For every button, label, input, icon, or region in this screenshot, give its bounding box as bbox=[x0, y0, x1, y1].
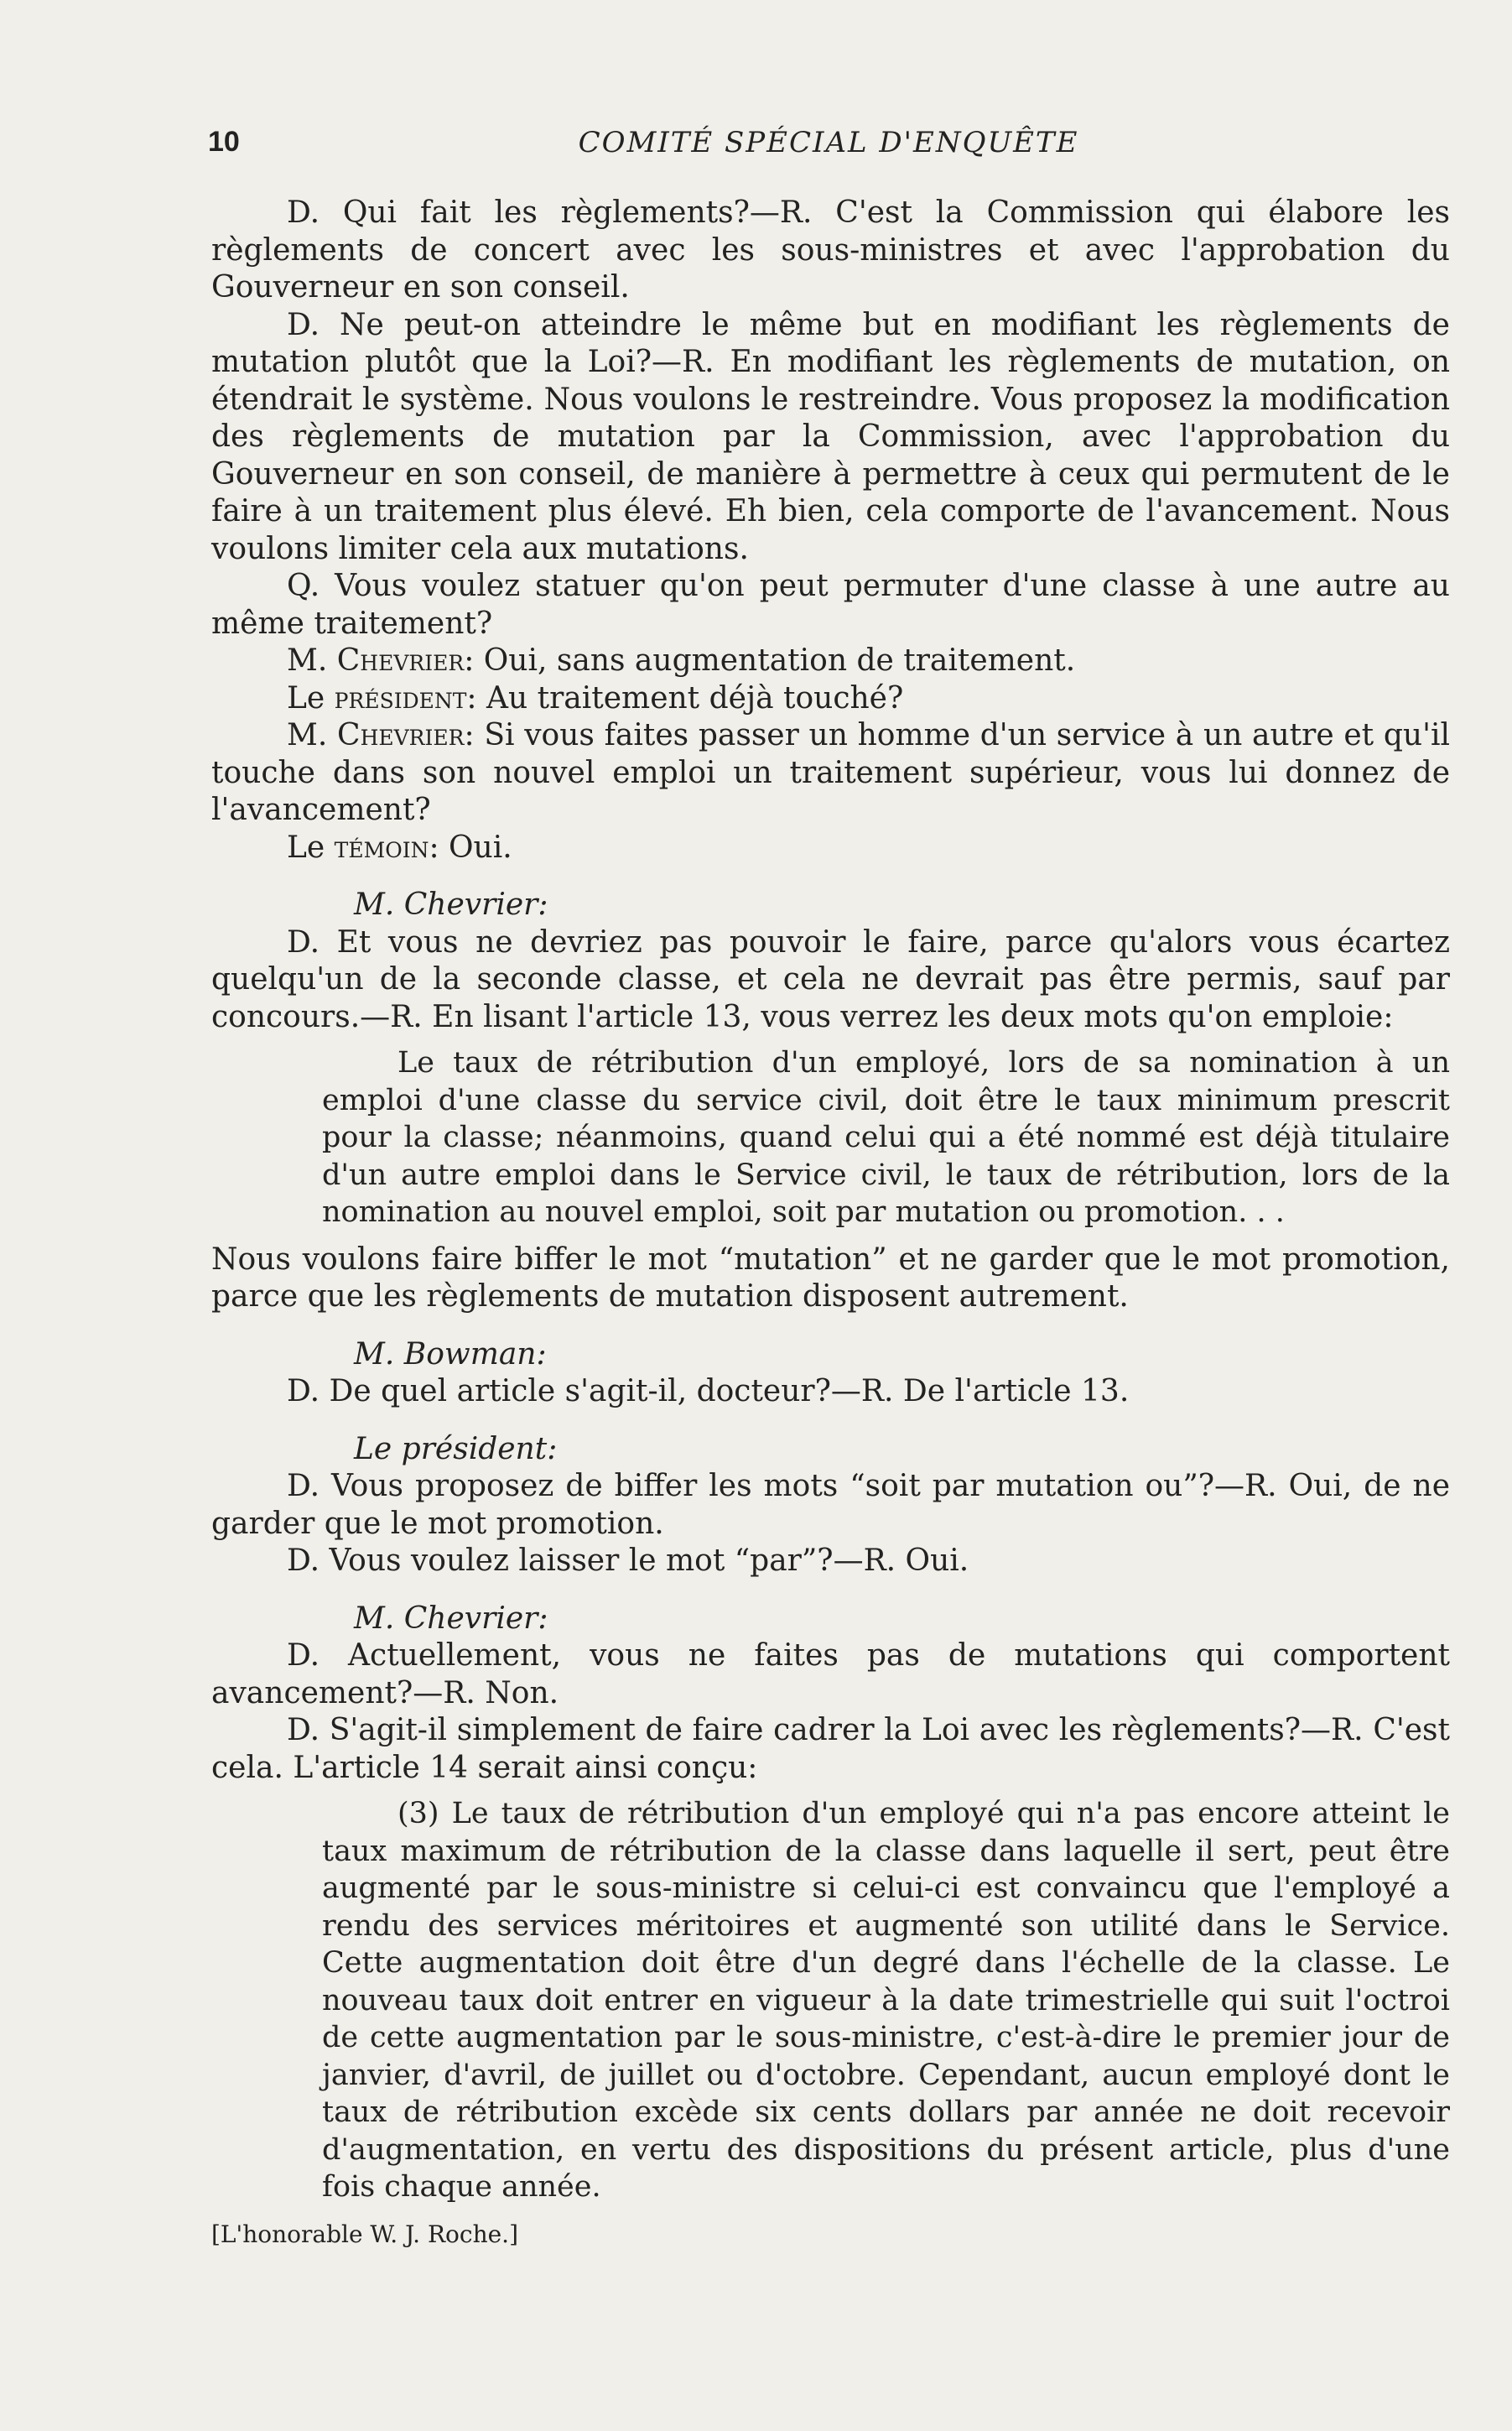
paragraph-3: Q. Vous voulez statuer qu'on peut permuter d'une classe à une autre au même traitement? bbox=[211, 569, 1450, 641]
speaker-name: président: bbox=[334, 680, 477, 716]
section-heading-2: M. Bowman: bbox=[354, 1336, 547, 1372]
paragraph-4 bbox=[211, 643, 1450, 680]
speech-text: Au traitement déjà touché? bbox=[486, 680, 904, 716]
running-title: COMITÉ SPÉCIAL D'ENQUÊTE bbox=[578, 126, 1079, 159]
paragraph-10: D. De quel article s'agit-il, docteur?—R. De l'article 13. bbox=[287, 1374, 1130, 1408]
speaker-name: Chevrier: bbox=[337, 718, 475, 752]
page-number: 10 bbox=[208, 126, 240, 158]
speaker-attribution: [L'honorable W. J. Roche.] bbox=[211, 2220, 519, 2248]
paragraph-8: D. Et vous ne devriez pas pouvoir le faire, parce qu'alors vous écartez quelqu'un de la seconde classe, et cela ne devrait pas être permis, sauf par concours.—R. En lisant l'article 13, vous verrez les deux mots qu'on emploie: bbox=[211, 924, 1450, 1034]
paragraph-1: D. Qui fait les règlements?—R. C'est la Commission qui élabore les règlements de concert avec les sous-ministres et avec l'approbation du Gouverneur en son conseil. bbox=[211, 195, 1450, 305]
paragraph-11: D. Vous proposez de biffer les mots “soit par mutation ou”?—R. Oui, de ne garder que le mot promotion. bbox=[211, 1469, 1450, 1541]
section-heading-4: M. Chevrier: bbox=[354, 1601, 548, 1636]
page-header bbox=[208, 126, 1449, 168]
speech-text: Si vous faites passer un homme d'un service à un autre et qu'il touche dans son nouvel emploi un traitement supérieur, vous lui donnez de l'avancement? bbox=[211, 718, 1450, 827]
paragraph-7 bbox=[211, 830, 1450, 867]
quotation-1: Le taux de rétribution d'un employé, lors de sa nomination à un emploi d'une classe du service civil, doit être le taux minimum prescrit pour la classe; néanmoins, quand celui qui a été nommé est déjà titulaire d'un autre emploi dans le Service civil, le taux de rétribution, lors de la nomination au nouvel emploi, soit par mutation ou promotion. . . bbox=[322, 1046, 1450, 1229]
quotation-2: (3) Le taux de rétribution d'un employé qui n'a pas encore atteint le taux maximum de rétribution de la classe dans laquelle il sert, peut être augmenté par le sous-ministre si celui-ci est convaincu que l'employé a rendu des services méritoires et augmenté son utilité dans le Service. Cette augmentation doit être d'un degré dans l'échelle de la classe. Le nouveau taux doit entrer en vigueur à la date trimestrielle qui suit l'octroi de cette augmentation par le sous-ministre, c'est-à-dire le premier jour de janvier, d'avril, de juillet ou d'octobre. Cependant, aucun employé dont le taux de rétribution excède six cents dollars par année ne doit recevoir d'augmentation, en vertu des dispositions du présent article, plus d'une fois chaque année. bbox=[322, 1797, 1450, 2204]
speaker-name: Chevrier: bbox=[336, 643, 475, 678]
speaker-title: M. bbox=[287, 718, 328, 752]
paragraph-5 bbox=[211, 680, 1450, 718]
paragraph-13: D. Actuellement, vous ne faites pas de mutations qui comportent avancement?—R. Non. bbox=[211, 1638, 1450, 1710]
speech-text: Oui. bbox=[449, 830, 512, 865]
paragraph-12: D. Vous voulez laisser le mot “par”?—R. Oui. bbox=[287, 1543, 969, 1578]
speaker-title: Le bbox=[287, 830, 325, 865]
paragraph-9: Nous voulons faire biffer le mot “mutation” et ne garder que le mot promotion, parce que les règlements de mutation disposent autrement. bbox=[211, 1242, 1450, 1314]
speaker-title: Le bbox=[287, 680, 325, 716]
page-body bbox=[211, 195, 1450, 2251]
speech-text: Oui, sans augmentation de traitement. bbox=[483, 643, 1076, 678]
paragraph-6 bbox=[211, 717, 1450, 830]
paragraph-14: D. S'agit-il simplement de faire cadrer la Loi avec les règlements?—R. C'est cela. L'article 14 serait ainsi conçu: bbox=[211, 1713, 1450, 1785]
paragraph-2: D. Ne peut-on atteindre le même but en modifiant les règlements de mutation plutôt que la Loi?—R. En modifiant les règlements de mutation, on étendrait le système. Nous voulons le restreindre. Vous proposez la modification des règlements de mutation par la Commission, avec l'approbation du Gouverneur en son conseil, de manière à permettre à ceux qui permutent de le faire à un traitement plus élevé. Eh bien, cela comporte de l'avancement. Nous voulons limiter cela aux mutations. bbox=[211, 307, 1450, 566]
section-heading-3: Le président: bbox=[354, 1431, 558, 1466]
speaker-name: témoin: bbox=[334, 830, 439, 865]
section-heading-1: M. Chevrier: bbox=[354, 888, 548, 922]
speaker-title: M. bbox=[287, 643, 328, 678]
